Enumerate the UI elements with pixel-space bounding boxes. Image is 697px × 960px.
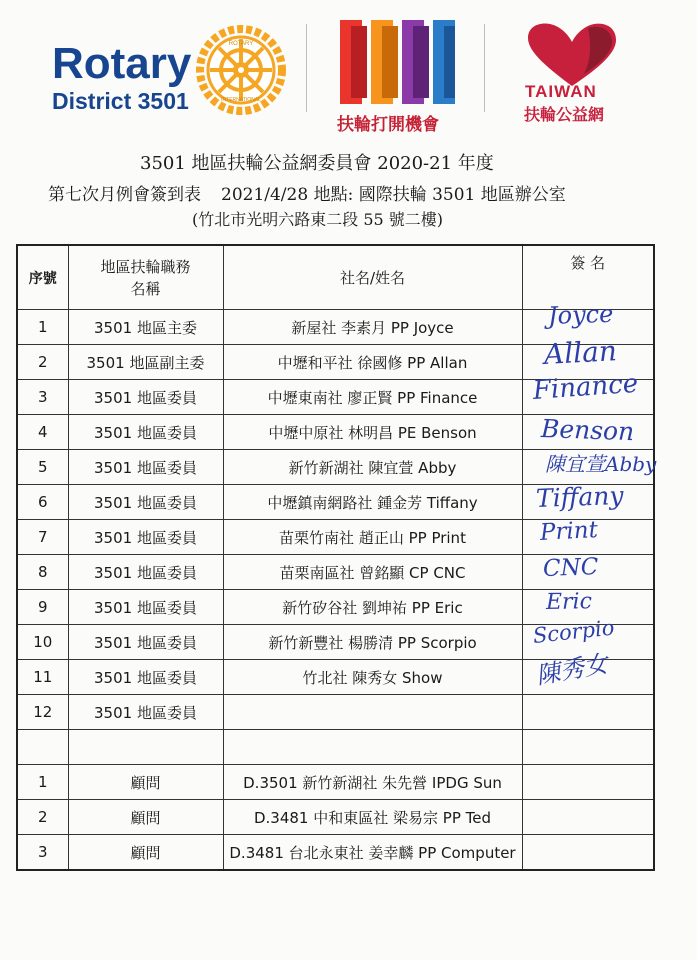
page-header [0, 0, 697, 140]
row-number: 10 [17, 625, 68, 660]
title-line-2 [48, 180, 566, 205]
title-line-1: 3501 地區扶輪公益網委員會 2020-21 年度 [140, 153, 494, 174]
row-signature-cell [522, 800, 654, 835]
row-club-name [223, 695, 522, 730]
row-role: 3501 地區委員 [68, 625, 223, 660]
row-club-name: D.3481 中和東區社 梁易宗 PP Ted [223, 800, 522, 835]
row-role [68, 730, 223, 765]
table-row [17, 765, 654, 800]
table-row [17, 835, 654, 871]
row-number: 6 [17, 485, 68, 520]
header-club-name: 社名/姓名 [223, 245, 522, 310]
taiwan-wordmark: TAIWAN [525, 82, 597, 101]
rotary-wheel-icon [196, 25, 286, 115]
row-role: 3501 地區委員 [68, 555, 223, 590]
handwritten-signature: 陳秀女 [534, 649, 610, 690]
rotary-district-text: District 3501 [52, 88, 189, 114]
header-signature: 簽 名 [522, 245, 654, 310]
title-address: (竹北市光明六路東二段 55 號二樓) [192, 210, 444, 229]
handwritten-signature: Finance [531, 368, 640, 406]
handwritten-signature: Print [539, 516, 599, 546]
row-number [17, 730, 68, 765]
open-doors-icon [338, 16, 458, 108]
header-number: 序號 [17, 245, 68, 310]
row-club-name: 新竹新湖社 陳宜萱 Abby [223, 450, 522, 485]
row-club-name: D.3481 台北永東社 姜幸麟 PP Computer [223, 835, 522, 871]
row-number: 1 [17, 765, 68, 800]
row-number: 8 [17, 555, 68, 590]
handwritten-signature: Allan [543, 334, 618, 371]
row-signature-cell [522, 730, 654, 765]
table-row [17, 730, 654, 765]
row-club-name: D.3501 新竹新湖社 朱先營 IPDG Sun [223, 765, 522, 800]
row-role: 顧問 [68, 800, 223, 835]
doors-caption: 扶輪打開機會 [337, 115, 439, 135]
header-role-line: 地區扶輪職務 名稱 [100, 257, 191, 298]
row-number: 3 [17, 380, 68, 415]
row-role: 3501 地區副主委 [68, 345, 223, 380]
handwritten-signature: Tiffany [535, 480, 624, 513]
handwritten-signature: Joyce [547, 299, 614, 330]
table-header-row [17, 245, 654, 310]
row-role: 3501 地區委員 [68, 590, 223, 625]
row-signature-cell [522, 695, 654, 730]
row-club-name: 苗栗竹南社 趙正山 PP Print [223, 520, 522, 555]
row-number: 3 [17, 835, 68, 871]
taiwan-caption: 扶輪公益網 [524, 105, 605, 124]
row-role: 3501 地區委員 [68, 450, 223, 485]
row-number: 7 [17, 520, 68, 555]
row-role: 顧問 [68, 835, 223, 871]
handwritten-signature: 陳宜萱Abby [545, 452, 657, 476]
taiwan-heart-icon [522, 20, 622, 90]
rotary-brand-text: Rotary [52, 39, 192, 88]
table-row [17, 800, 654, 835]
row-role: 3501 地區委員 [68, 695, 223, 730]
row-number: 4 [17, 415, 68, 450]
handwritten-signature: Scorpio [531, 615, 616, 648]
row-club-name: 中壢鎮南網路社 鍾金芳 Tiffany [223, 485, 522, 520]
row-role: 3501 地區委員 [68, 415, 223, 450]
wheel-top-text: ROTARY [228, 41, 254, 47]
row-number: 11 [17, 660, 68, 695]
row-signature-cell [522, 835, 654, 871]
row-number: 2 [17, 345, 68, 380]
row-number: 5 [17, 450, 68, 485]
row-club-name: 苗栗南區社 曾銘顯 CP CNC [223, 555, 522, 590]
header-divider [306, 24, 307, 112]
row-club-name: 新屋社 李素月 PP Joyce [223, 310, 522, 345]
row-role: 3501 地區委員 [68, 520, 223, 555]
handwritten-signature: CNC [542, 554, 599, 582]
wheel-bottom-text: INTERNATIONAL [221, 97, 261, 103]
row-number: 12 [17, 695, 68, 730]
handwritten-signature: Benson [540, 414, 635, 447]
row-role: 3501 地區委員 [68, 660, 223, 695]
handwritten-signature: Eric [545, 589, 593, 615]
row-club-name: 中壢中原社 林明昌 PE Benson [223, 415, 522, 450]
row-number: 9 [17, 590, 68, 625]
rotary-wordmark [52, 40, 191, 114]
row-role: 3501 地區主委 [68, 310, 223, 345]
row-role: 3501 地區委員 [68, 380, 223, 415]
row-number: 1 [17, 310, 68, 345]
row-club-name: 新竹矽谷社 劉坤祐 PP Eric [223, 590, 522, 625]
row-club-name: 中壢和平社 徐國修 PP Allan [223, 345, 522, 380]
table-row [17, 695, 654, 730]
row-club-name: 新竹新豐社 楊勝清 PP Scorpio [223, 625, 522, 660]
row-club-name: 中壢東南社 廖正賢 PP Finance [223, 380, 522, 415]
header-divider [484, 24, 485, 112]
title-date-location: 2021/4/28 地點: 國際扶輪 3501 地區辦公室 [221, 185, 566, 205]
row-role: 3501 地區委員 [68, 485, 223, 520]
row-club-name: 竹北社 陳秀女 Show [223, 660, 522, 695]
title-meeting: 第七次月例會簽到表 [48, 185, 201, 205]
row-role: 顧問 [68, 765, 223, 800]
row-signature-cell [522, 765, 654, 800]
row-club-name [223, 730, 522, 765]
row-number: 2 [17, 800, 68, 835]
header-role [68, 245, 223, 310]
